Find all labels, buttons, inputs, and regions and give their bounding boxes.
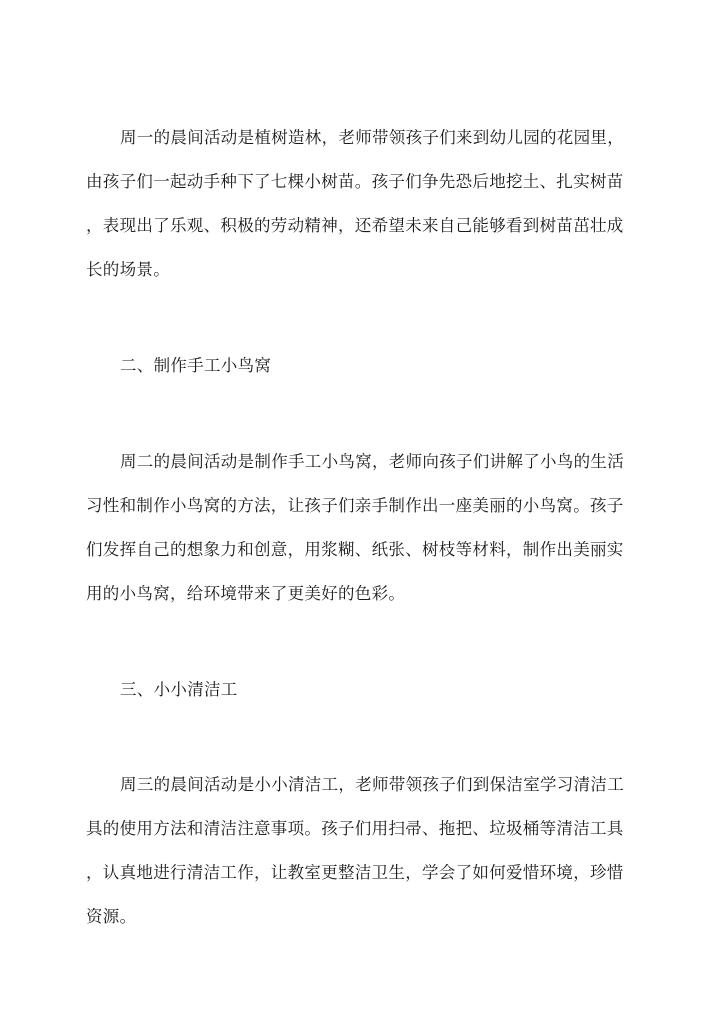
section-heading-little-cleaner: 三、小小清洁工 bbox=[120, 680, 238, 699]
paragraph-line: 习性和制作小鸟窝的方法，让孩子们亲手制作出一座美丽的小鸟窝。孩子 bbox=[86, 496, 624, 515]
paragraph-line: 由孩子们一起动手种下了七棵小树苗。孩子们争先恐后地挖土、扎实树苗 bbox=[86, 172, 624, 191]
paragraph-line: 们发挥自己的想象力和创意，用浆糊、纸张、树枝等材料，制作出美丽实 bbox=[86, 540, 624, 559]
paragraph-monday bbox=[86, 120, 646, 288]
paragraph-tuesday bbox=[86, 444, 646, 612]
paragraph-line: 具的使用方法和清洁注意事项。孩子们用扫帚、拖把、垃圾桶等清洁工具 bbox=[86, 819, 624, 838]
paragraph-line: ，表现出了乐观、积极的劳动精神，还希望未来自己能够看到树苗茁壮成 bbox=[86, 216, 624, 235]
paragraph-line: 资源。 bbox=[86, 907, 137, 926]
paragraph-line: 用的小鸟窝，给环境带来了更美好的色彩。 bbox=[86, 584, 406, 603]
paragraph-line: ，认真地进行清洁工作，让教室更整洁卫生，学会了如何爱惜环境，珍惜 bbox=[86, 863, 624, 882]
section-heading-bird-nest: 二、制作手工小鸟窝 bbox=[120, 356, 272, 375]
paragraph-line: 周三的晨间活动是小小清洁工，老师带领孩子们到保洁室学习清洁工 bbox=[120, 775, 624, 794]
paragraph-line: 周二的晨间活动是制作手工小鸟窝，老师向孩子们讲解了小鸟的生活 bbox=[120, 452, 624, 471]
paragraph-line: 长的场景。 bbox=[86, 260, 170, 279]
paragraph-wednesday bbox=[86, 767, 646, 935]
paragraph-line: 周一的晨间活动是植树造林，老师带领孩子们来到幼儿园的花园里， bbox=[120, 128, 624, 147]
